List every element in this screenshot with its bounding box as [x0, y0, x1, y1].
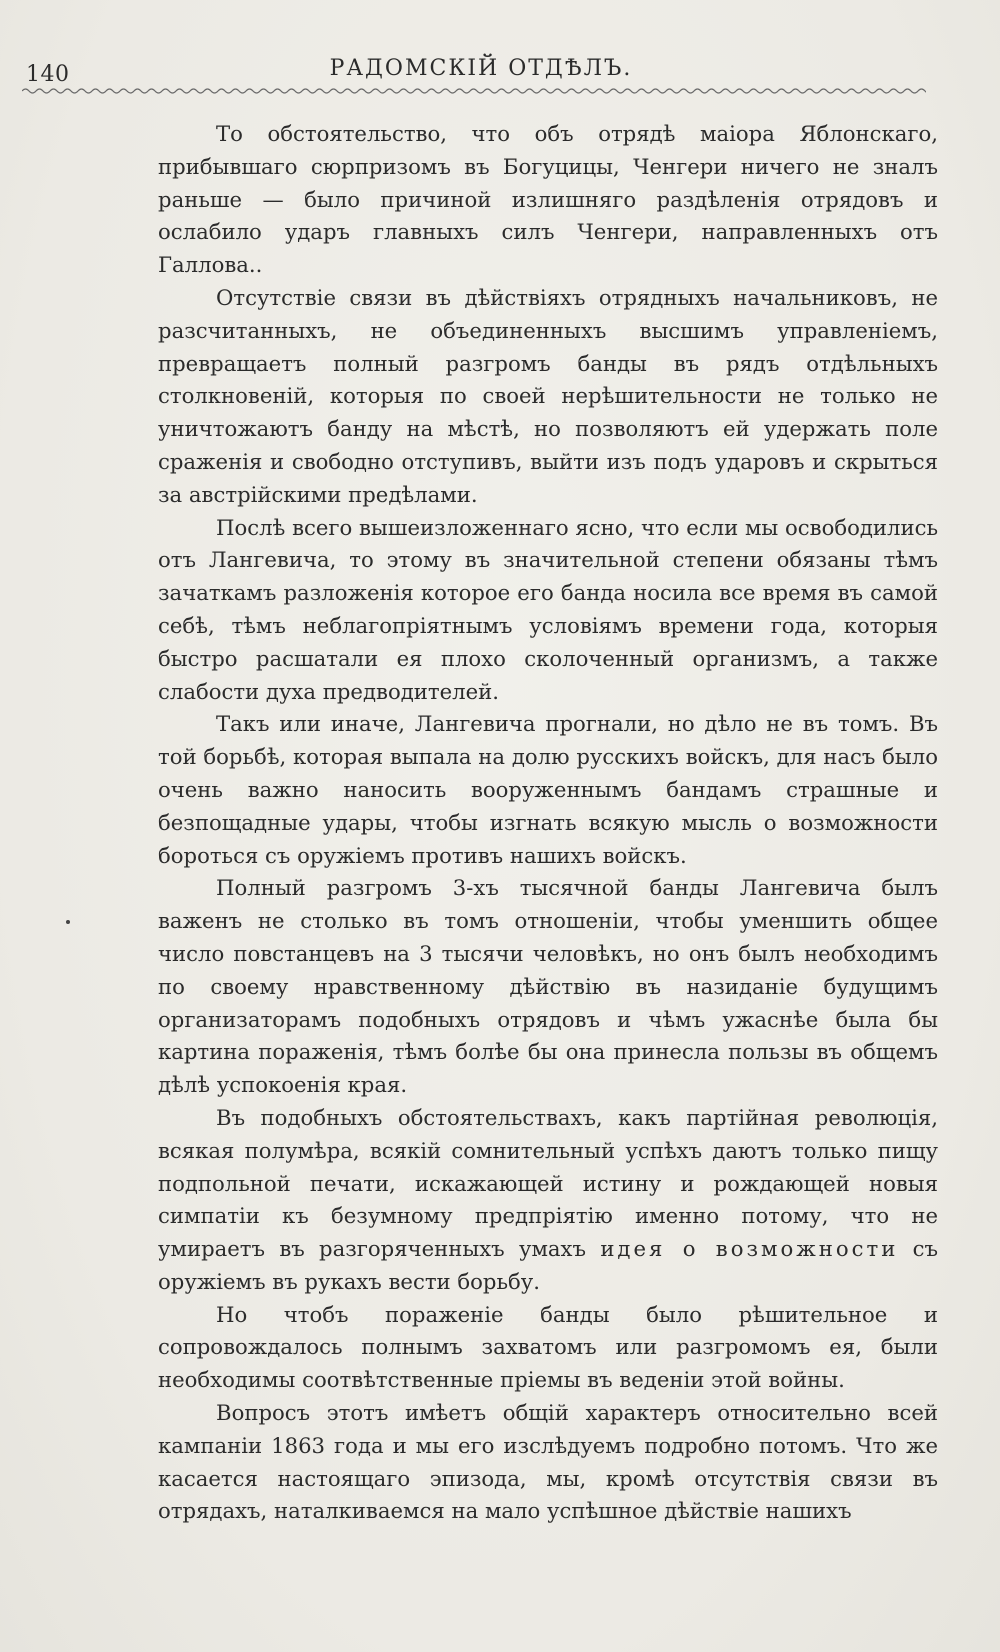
- paragraph-6-text-before: Въ подобныхъ обстоятельствахъ, какъ партійная революція, всякая полумѣра, всякій сомнительный успѣхъ даютъ только пищу подпольной печати, искажающей истину и рождающей новыя симпатіи къ безумному предпріятію именно потому, что не умираетъ въ разгоряченныхъ умахъ: [158, 1104, 938, 1262]
- paragraph-3: Послѣ всего вышеизложеннаго ясно, что если мы освободились отъ Лангевича, то этому въ значительной степени обязаны тѣмъ зачаткамъ разложенія которое его банда носила все время въ самой себѣ, тѣмъ неблагопріятнымъ условіямъ времени года, которыя быстро расшатали ея плохо сколоченный организмъ, а также слабости духа предводителей.: [158, 514, 938, 704]
- paragraph-8: Вопросъ этотъ имѣетъ общій характеръ относительно всей кампаніи 1863 года и мы его изслѣдуемъ подробно потомъ. Что же касается настоящаго эпизода, мы, кромѣ отсутствія связи въ отрядахъ, наталкиваемся на мало успѣшное дѣйствіе нашихъ: [158, 1400, 938, 1524]
- running-head: РАДОМСКІЙ ОТДѢЛЪ.: [329, 56, 633, 81]
- paragraph-6: [158, 1102, 938, 1299]
- header-wavy-rule: [22, 86, 926, 96]
- paragraph-4: Такъ или иначе, Лангевича прогнали, но дѣло не въ томъ. Въ той борьбѣ, которая выпала на долю русскихъ войскъ, для насъ было очень важно наносить вооруженнымъ бандамъ страшные и безпощадные удары, чтобы изгнать всякую мысль о возможности бороться съ оружіемъ противъ нашихъ войскъ.: [158, 711, 938, 868]
- paragraph-6-text-after: съ оружіемъ въ рукахъ вести борьбу.: [158, 1236, 938, 1294]
- paragraph-7: Но чтобъ пораженіе банды было рѣшительное и сопровождалось полнымъ захватомъ или разгромомъ ея, были необходимы соотвѣтственные пріемы въ веденіи этой войны.: [158, 1301, 938, 1393]
- ink-speck: [66, 920, 70, 924]
- body-text: [158, 118, 938, 1528]
- paragraph-1: То обстоятельство, что объ отрядѣ маіора Яблонскаго, прибывшаго сюрпризомъ въ Богуцицы, Ченгери ничего не зналъ раньше — было причиной излишняго раздѣленія отрядовъ и ослабило ударъ главныхъ силъ Ченгери, направленныхъ отъ Галлова..: [158, 121, 938, 278]
- page-number: 140: [26, 62, 70, 87]
- paragraph-2: Отсутствіе связи въ дѣйствіяхъ отрядныхъ начальниковъ, не разсчитанныхъ, не объединенныхъ высшимъ управленіемъ, превращаетъ полный разгромъ банды въ рядъ отдѣльныхъ столкновеній, которыя по своей нерѣшительности не только не уничтожаютъ банду на мѣстѣ, но позволяютъ ей удержать поле сраженія и свободно отступивъ, выйти изъ подъ ударовъ и скрыться за австрійскими предѣлами.: [158, 284, 938, 507]
- paragraph-5: Полный разгромъ 3-хъ тысячной банды Лангевича былъ важенъ не столько въ томъ отношеніи, чтобы уменшить общее число повстанцевъ на 3 тысячи человѣкъ, но онъ былъ необходимъ по своему нравственному дѣйствію въ назиданіе будущимъ организаторамъ подобныхъ отрядовъ и чѣмъ ужаснѣе была бы картина пораженія, тѣмъ болѣе бы она принесла пользы въ общемъ дѣлѣ успокоенія края.: [158, 875, 938, 1098]
- paragraph-6-spaced-emphasis: идея о возможности: [600, 1236, 899, 1262]
